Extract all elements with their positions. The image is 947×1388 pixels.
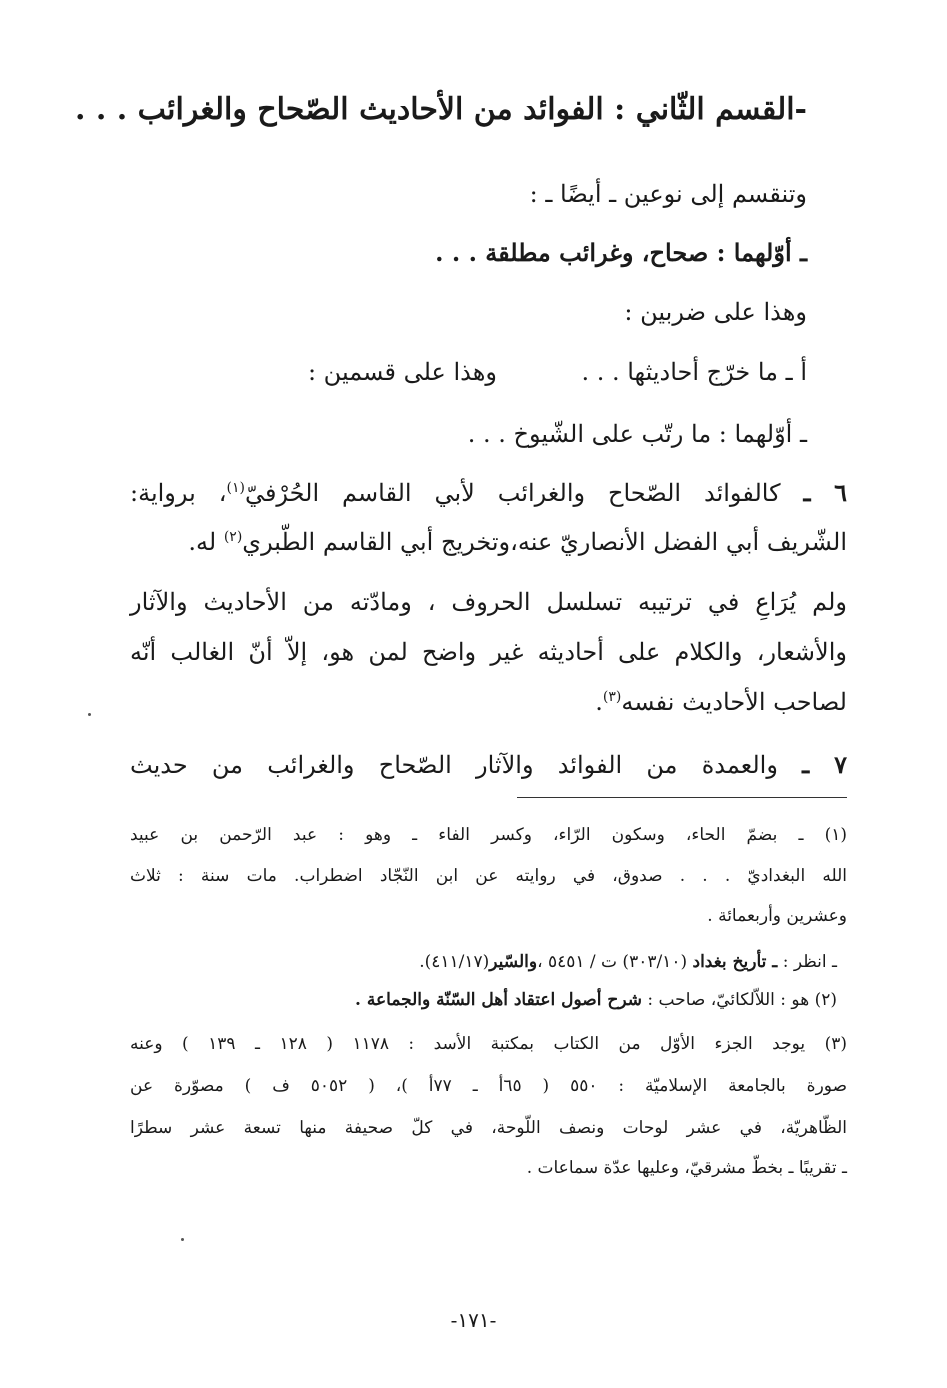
book-title: ـ تأريخ بغداد (692, 952, 778, 972)
paragraph-line: ولم يُرَاعِ في ترتيبه تسلسل الحروف ، ومادّته من الأحاديث والآثار (130, 588, 847, 616)
page-number: -١٧١- (450, 1308, 497, 1332)
paragraph-text: لصاحب الأحاديث نفسه (621, 688, 847, 716)
footnote-line: ـ تقريبًا ـ بخطّ مشرقيّ، وعليها عدّة سماعات . (526, 1158, 847, 1178)
paragraph-text: . (595, 688, 603, 716)
scan-speck (181, 1238, 184, 1241)
book-title: شرح أصول اعتقاد أهل السّنّة والجماعة . (355, 990, 642, 1010)
item-text: والعمدة من الفوائد والآثار الصّحاح والغرائب من حديث (130, 751, 778, 779)
footnote-ref: (٣) (602, 689, 622, 705)
text-line: وهذا على ضربين : (624, 298, 807, 326)
subheading-line: ـ أوّلهما : صحاح، وغرائب مطلقة . . . (435, 238, 807, 267)
text-line: وتنقسم إلى نوعين ـ أيضًا ـ : (529, 180, 807, 208)
paragraph-line (130, 688, 847, 716)
footnote-text: (٤١١/١٧). (419, 952, 490, 972)
footnote-line (355, 990, 837, 1010)
item-text: كالفوائد الصّحاح والغرائب لأبي القاسم الحُرْفيّ (244, 479, 781, 507)
footnote-ref: (٢) (223, 529, 243, 545)
section-heading: -القسم الثّاني : الفوائد من الأحاديث الصّحاح والغرائب . . . (75, 92, 807, 127)
footnote-line: (٣) يوجد الجزء الأوّل من الكتاب بمكتبة الأسد : ١١٧٨ ( ١٢٨ ـ ١٣٩ ) وعنه (130, 1034, 847, 1054)
footnote-line: صورة بالجامعة الإسلاميّة : ٥٥٠ ( ٦٥أ ـ ٧٧أ )، ( ٥٠٥٢ ف ) مصوّرة عن (130, 1076, 848, 1096)
item-number: ٦ ـ (803, 478, 848, 507)
footnote-text: (٣٠٣/١٠) ت / ٥٤٥١ ، (537, 952, 693, 972)
item-6-line-1 (130, 478, 847, 507)
item-text: له. (188, 528, 217, 556)
scan-speck (88, 713, 91, 716)
item-7-line (130, 750, 847, 779)
footnote-line: الله البغداديّ . . . صدوق، في روايته عن ابن النّجّاد اضطراب. مات سنة : ثلاث (130, 866, 847, 886)
item-text: الشّريف أبي الفضل الأنصاريّ عنه،وتخريج أبي القاسم الطّبري (242, 528, 847, 556)
item-text: ، برواية: (130, 479, 227, 507)
footnote-text: (٢) هو : اللاّلكائيّ، صاحب : (641, 990, 837, 1010)
footnote-line (419, 952, 837, 972)
footnote-line: وعشرين وأربعمائة . (707, 906, 847, 926)
footnote-line: (١) ـ بضمّ الحاء، وسكون الرّاء، وكسر الفاء ـ وهو : عبد الرّحمن بن عبيد (130, 825, 847, 845)
text-line: وهذا على قسمين : (307, 358, 497, 386)
footnote-divider (517, 797, 847, 798)
text-line: أ ـ ما خرّج أحاديثها . . . (581, 358, 807, 386)
paragraph-line: والأشعار، والكلام على أحاديثه غير واضح لمن هو، إلاّ أنّ الغالب أنّه (130, 638, 847, 666)
footnote-line: الظّاهريّة، في عشر لوحات ونصف اللّوحة، في كلّ صحيفة منها تسعة عشر سطرًا (130, 1118, 847, 1138)
footnote-ref: (١) (226, 480, 245, 496)
footnote-text: ـ انظر : (777, 952, 837, 972)
item-6-line-2 (130, 528, 847, 556)
book-title: والسّير (489, 952, 538, 972)
item-number: ٧ ـ (802, 750, 847, 779)
text-line: ـ أوّلهما : ما رتّب على الشّيوخ . . . (467, 420, 807, 448)
